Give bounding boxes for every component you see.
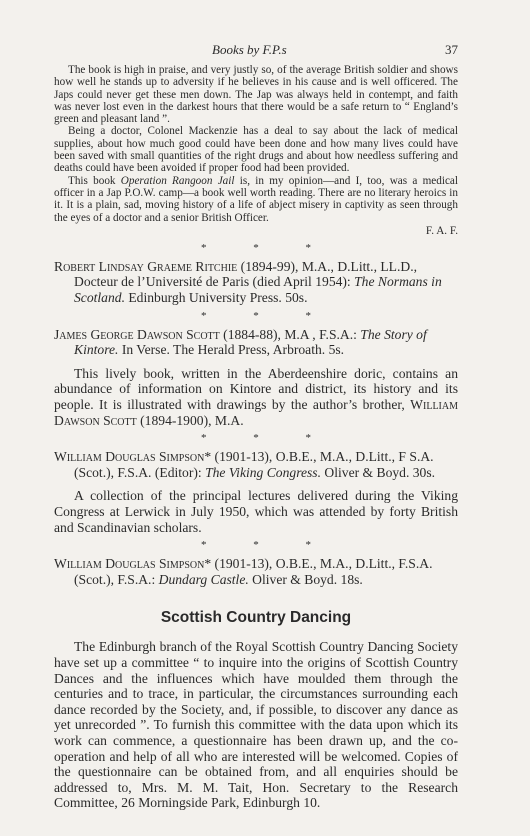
review-section [54,64,458,238]
separator: * * * [201,309,333,322]
entry-author: James George Dawson Scott [54,326,220,342]
review-paragraph: Being a doctor, Colonel Mackenzie has a deal to say about the lack of medical supplies, about how much good could have been done and how many lives could have been saved with small quantities of the right drugs and about how needless suffering and deaths could have been avoided if proper food had been provided. [54,125,458,175]
entry-description: This lively book, written in the Aberdeenshire doric, contains an abundance of information on Kintore and district, its history and its people. It is illustrated with drawings by the author’s brother, William Dawson Scott (1894-1900), M.A. [54,365,458,428]
page-header [0,42,530,60]
bibliography-entry: Robert Lindsay Graeme Ritchie (1894-99), M.A., D.Litt., LL.D., Docteur de l’Université de Paris (died April 1954): The Normans in Scotland. Edinburgh University Press. 50s. [54,258,442,306]
page-content [54,64,458,811]
entry-author: Robert Lindsay Graeme Ritchie [54,258,238,274]
section-heading: Scottish Country Dancing [160,609,352,627]
review-signature: F. A. F. [425,224,458,237]
entry-title: The Viking Congress. [205,464,321,480]
separator: * * * [201,241,333,254]
separator: * * * [201,539,333,552]
separator: * * * [201,432,333,445]
bibliography-entry: William Douglas Simpson* (1901-13), O.B.E., M.A., D.Litt., F.S.A.(Scot.), F.S.A.: Dundarg Castle. Oliver & Boyd. 18s. [54,556,433,587]
bibliography-entry: James George Dawson Scott (1884-88), M.A , F.S.A.: The Story of Kintore. In Verse. The Herald Press, Arbroath. 5s. [54,326,427,358]
bibliography-entry: William Douglas Simpson* (1901-13), O.B.E., M.A., D.Litt., F S.A.(Scot.), F.S.A. (Editor): The Viking Congress. Oliver & Boyd. 30s. [54,449,436,480]
entry-title: The Story of Kintore. [74,326,427,358]
running-title: Books by F.P.s [212,42,287,57]
book-title: Operation Rangoon Jail [120,174,235,187]
review-paragraph: This book Operation Rangoon Jail is, in my opinion—and I, too, was a medical officer in a Jap P.O.W. camp—a book well worth reading. There are no literary heroics in it. It is a plain, sad, moving history of a life of abject misery in captivity as seen through the eyes of a doctor and a senior British Officer. [54,174,459,224]
illustrator-name: William Dawson Scott [54,397,458,428]
page-number: 37 [445,42,458,57]
entry-author: William Douglas Simpson* [54,556,212,572]
entry-description: A collection of the principal lectures delivered during the Viking Congress at Lerwick in July 1950, which was attended by forty British and Scandinavian scholars. [54,488,458,535]
entry-author: William Douglas Simpson* [54,449,212,465]
section-paragraph: The Edinburgh branch of the Royal Scottish Country Dancing Society have set up a committee “ to inquire into the origins of Scottish Country Dances and the influences which have moulded them through the centuries and to trace, in particular, the circumstances surrounding each dance recorded by the Society, and, if possible, to discover any dance as yet unrecorded ”. To furnish this committee with the data upon which its work can commence, a questionnaire has been drawn up, and the co-operation and help of all who are interested will be welcomed. Copies of the questionnaire can be obtained from, and all enquiries should be addressed to, Mrs. M. M. Tait, Hon. Secretary to the Research Committee, 26 Morningside Park, Edinburgh 10. [54,639,458,811]
entry-title: The Normans in Scotland. [74,274,442,306]
review-paragraph: The book is high in praise, and very justly so, of the average British soldier and shows how well he stands up to adversity if he believes in his cause and is well officered. The Japs could never get these men down. The Jap was always held in contempt, and faith was never lost even in the darkest hours that there would be a safe return to “ England’s green and pleasant land ”. [54,64,458,126]
entry-title: Dundarg Castle. [158,571,249,587]
